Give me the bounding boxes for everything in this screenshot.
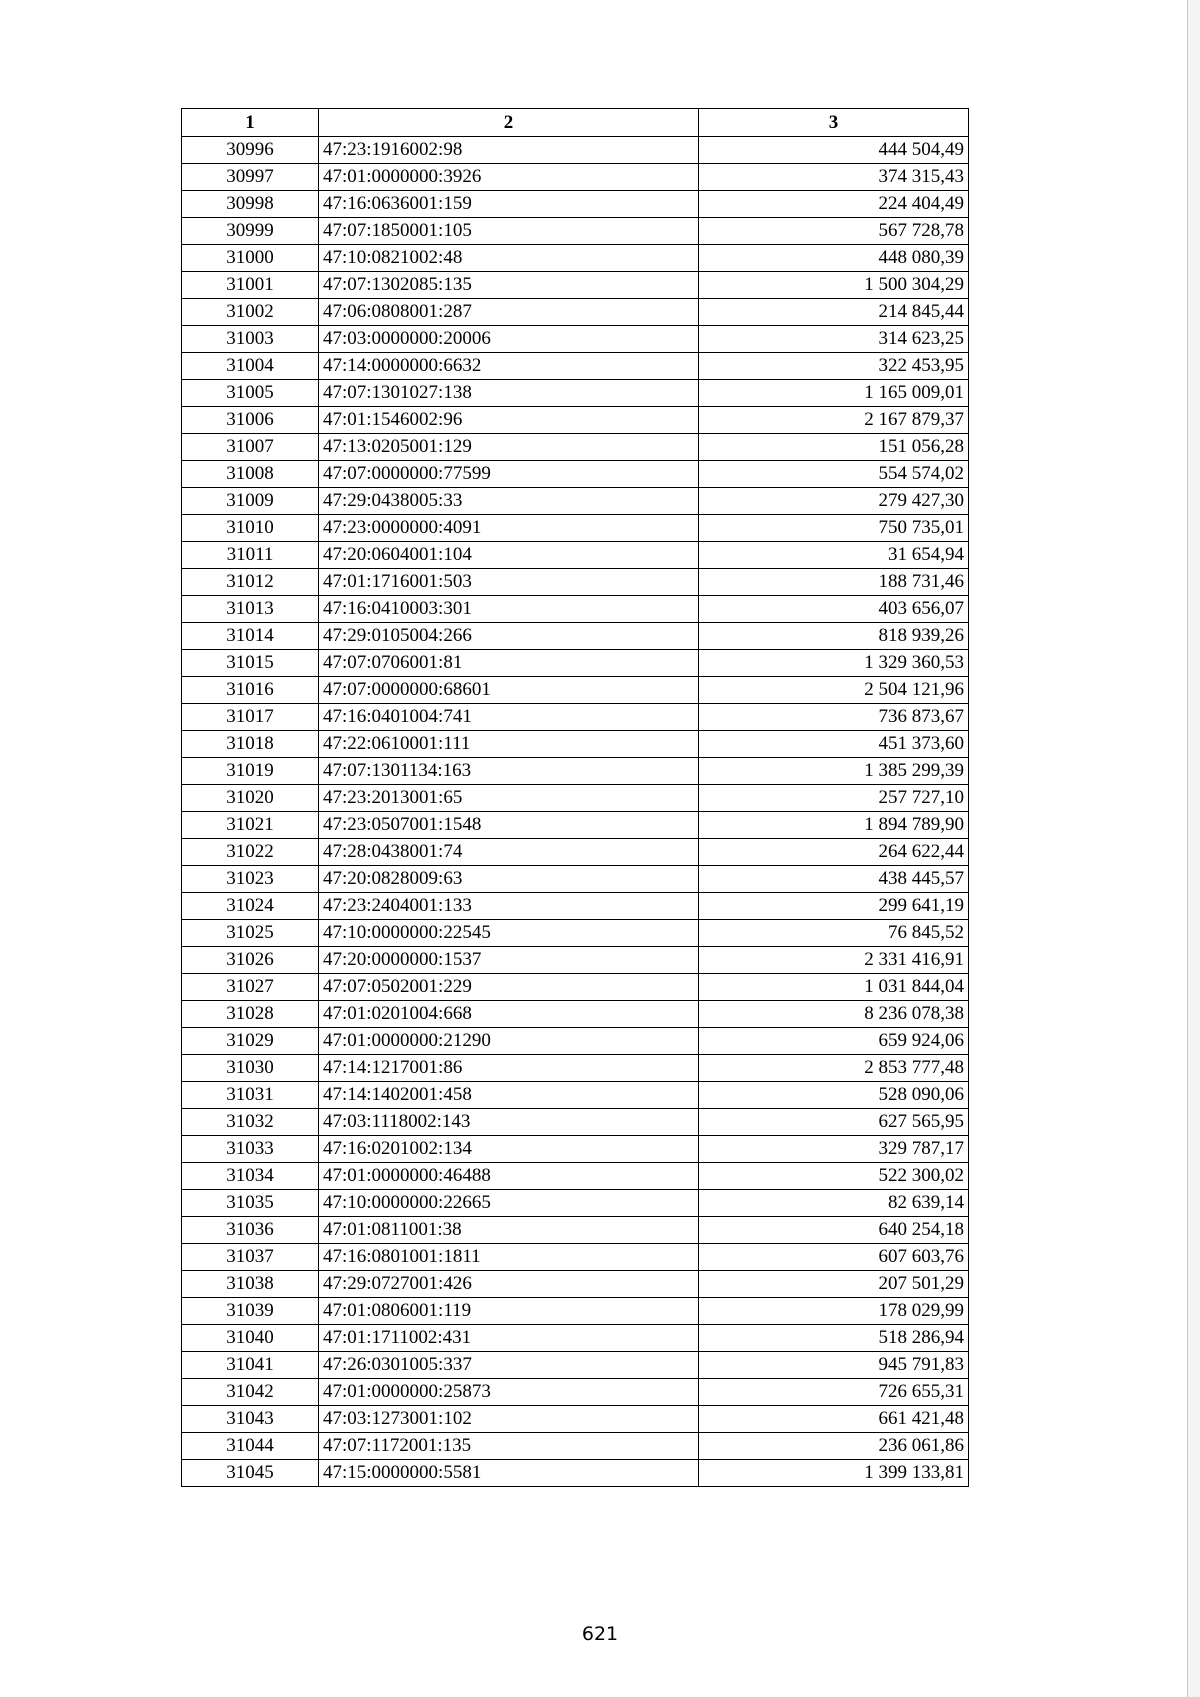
table-row	[182, 623, 969, 650]
row-number-cell: 31034	[182, 1163, 319, 1190]
row-number-cell: 31014	[182, 623, 319, 650]
value-cell: 438 445,57	[699, 866, 969, 893]
cadastral-number-cell: 47:22:0610001:111	[319, 731, 699, 758]
row-number-cell: 31037	[182, 1244, 319, 1271]
value-cell: 151 056,28	[699, 434, 969, 461]
row-number-cell: 31023	[182, 866, 319, 893]
table-row	[182, 245, 969, 272]
row-number-cell: 31033	[182, 1136, 319, 1163]
row-number-cell: 31032	[182, 1109, 319, 1136]
row-number-cell: 31004	[182, 353, 319, 380]
row-number-cell: 30998	[182, 191, 319, 218]
table-row	[182, 785, 969, 812]
value-cell: 236 061,86	[699, 1433, 969, 1460]
table-row	[182, 1460, 969, 1487]
cadastral-number-cell: 47:29:0438005:33	[319, 488, 699, 515]
value-cell: 207 501,29	[699, 1271, 969, 1298]
table-row	[182, 272, 969, 299]
table-row	[182, 1217, 969, 1244]
value-cell: 8 236 078,38	[699, 1001, 969, 1028]
cadastral-number-cell: 47:01:0000000:25873	[319, 1379, 699, 1406]
row-number-cell: 31013	[182, 596, 319, 623]
table-body	[182, 137, 969, 1487]
cadastral-number-cell: 47:07:0502001:229	[319, 974, 699, 1001]
table-row	[182, 704, 969, 731]
table-row	[182, 218, 969, 245]
table-row	[182, 947, 969, 974]
table-row	[182, 758, 969, 785]
value-cell: 1 894 789,90	[699, 812, 969, 839]
value-cell: 2 504 121,96	[699, 677, 969, 704]
cadastral-number-cell: 47:26:0301005:337	[319, 1352, 699, 1379]
cadastral-number-cell: 47:01:1546002:96	[319, 407, 699, 434]
table-row	[182, 812, 969, 839]
value-cell: 607 603,76	[699, 1244, 969, 1271]
value-cell: 2 853 777,48	[699, 1055, 969, 1082]
value-cell: 1 031 844,04	[699, 974, 969, 1001]
row-number-cell: 31025	[182, 920, 319, 947]
cadastral-number-cell: 47:13:0205001:129	[319, 434, 699, 461]
value-cell: 1 500 304,29	[699, 272, 969, 299]
table-row	[182, 569, 969, 596]
value-cell: 659 924,06	[699, 1028, 969, 1055]
row-number-cell: 31035	[182, 1190, 319, 1217]
value-cell: 518 286,94	[699, 1325, 969, 1352]
table-row	[182, 542, 969, 569]
row-number-cell: 31006	[182, 407, 319, 434]
value-cell: 403 656,07	[699, 596, 969, 623]
cadastral-number-cell: 47:29:0105004:266	[319, 623, 699, 650]
table-row	[182, 1271, 969, 1298]
cadastral-number-cell: 47:16:0636001:159	[319, 191, 699, 218]
row-number-cell: 31038	[182, 1271, 319, 1298]
cadastral-number-cell: 47:07:0706001:81	[319, 650, 699, 677]
cadastral-number-cell: 47:07:0000000:68601	[319, 677, 699, 704]
table-row	[182, 839, 969, 866]
row-number-cell: 31018	[182, 731, 319, 758]
cadastral-number-cell: 47:20:0604001:104	[319, 542, 699, 569]
column-header-1: 1	[182, 109, 319, 137]
value-cell: 314 623,25	[699, 326, 969, 353]
row-number-cell: 31042	[182, 1379, 319, 1406]
row-number-cell: 31011	[182, 542, 319, 569]
table-row	[182, 1433, 969, 1460]
table-row	[182, 326, 969, 353]
table-row	[182, 974, 969, 1001]
column-header-3: 3	[699, 109, 969, 137]
value-cell: 279 427,30	[699, 488, 969, 515]
cadastral-number-cell: 47:16:0201002:134	[319, 1136, 699, 1163]
cadastral-number-cell: 47:01:1716001:503	[319, 569, 699, 596]
value-cell: 444 504,49	[699, 137, 969, 164]
value-cell: 736 873,67	[699, 704, 969, 731]
value-cell: 945 791,83	[699, 1352, 969, 1379]
row-number-cell: 31026	[182, 947, 319, 974]
cadastral-number-cell: 47:14:1402001:458	[319, 1082, 699, 1109]
cadastral-number-cell: 47:23:1916002:98	[319, 137, 699, 164]
cadastral-number-cell: 47:10:0000000:22545	[319, 920, 699, 947]
column-header-2: 2	[319, 109, 699, 137]
cadastral-number-cell: 47:15:0000000:5581	[319, 1460, 699, 1487]
value-cell: 448 080,39	[699, 245, 969, 272]
row-number-cell: 31040	[182, 1325, 319, 1352]
cadastral-number-cell: 47:29:0727001:426	[319, 1271, 699, 1298]
row-number-cell: 31041	[182, 1352, 319, 1379]
row-number-cell: 31009	[182, 488, 319, 515]
table-row	[182, 1163, 969, 1190]
cadastral-number-cell: 47:23:0000000:4091	[319, 515, 699, 542]
table-row	[182, 434, 969, 461]
row-number-cell: 31031	[182, 1082, 319, 1109]
value-cell: 76 845,52	[699, 920, 969, 947]
cadastral-number-cell: 47:07:1301027:138	[319, 380, 699, 407]
table-row	[182, 380, 969, 407]
table-header-row	[182, 109, 969, 137]
cadastral-number-cell: 47:03:1118002:143	[319, 1109, 699, 1136]
value-cell: 214 845,44	[699, 299, 969, 326]
value-cell: 1 399 133,81	[699, 1460, 969, 1487]
cadastral-number-cell: 47:16:0401004:741	[319, 704, 699, 731]
table-row	[182, 299, 969, 326]
table-row	[182, 191, 969, 218]
table-row	[182, 650, 969, 677]
row-number-cell: 31044	[182, 1433, 319, 1460]
cadastral-number-cell: 47:20:0828009:63	[319, 866, 699, 893]
table-row	[182, 407, 969, 434]
row-number-cell: 31029	[182, 1028, 319, 1055]
page-edge	[1187, 0, 1200, 1697]
table-row	[182, 1028, 969, 1055]
table-row	[182, 1352, 969, 1379]
value-cell: 2 331 416,91	[699, 947, 969, 974]
cadastral-number-cell: 47:01:0201004:668	[319, 1001, 699, 1028]
row-number-cell: 31010	[182, 515, 319, 542]
cadastral-number-cell: 47:01:0806001:119	[319, 1298, 699, 1325]
value-cell: 257 727,10	[699, 785, 969, 812]
row-number-cell: 31022	[182, 839, 319, 866]
value-cell: 82 639,14	[699, 1190, 969, 1217]
cadastral-number-cell: 47:10:0000000:22665	[319, 1190, 699, 1217]
value-cell: 299 641,19	[699, 893, 969, 920]
row-number-cell: 31039	[182, 1298, 319, 1325]
value-cell: 750 735,01	[699, 515, 969, 542]
cadastral-number-cell: 47:03:0000000:20006	[319, 326, 699, 353]
table-row	[182, 1136, 969, 1163]
cadastral-number-cell: 47:07:0000000:77599	[319, 461, 699, 488]
table-row	[182, 677, 969, 704]
value-cell: 627 565,95	[699, 1109, 969, 1136]
value-cell: 374 315,43	[699, 164, 969, 191]
table-row	[182, 461, 969, 488]
table-row	[182, 731, 969, 758]
value-cell: 2 167 879,37	[699, 407, 969, 434]
table-row	[182, 1190, 969, 1217]
row-number-cell: 31043	[182, 1406, 319, 1433]
cadastral-number-cell: 47:28:0438001:74	[319, 839, 699, 866]
table-row	[182, 1298, 969, 1325]
cadastral-number-cell: 47:01:0811001:38	[319, 1217, 699, 1244]
value-cell: 640 254,18	[699, 1217, 969, 1244]
row-number-cell: 31016	[182, 677, 319, 704]
table-row	[182, 1379, 969, 1406]
row-number-cell: 31036	[182, 1217, 319, 1244]
cadastral-number-cell: 47:07:1302085:135	[319, 272, 699, 299]
cadastral-number-cell: 47:14:0000000:6632	[319, 353, 699, 380]
row-number-cell: 31007	[182, 434, 319, 461]
value-cell: 178 029,99	[699, 1298, 969, 1325]
table-row	[182, 515, 969, 542]
row-number-cell: 30999	[182, 218, 319, 245]
row-number-cell: 31027	[182, 974, 319, 1001]
row-number-cell: 30997	[182, 164, 319, 191]
cadastral-number-cell: 47:23:2013001:65	[319, 785, 699, 812]
row-number-cell: 31001	[182, 272, 319, 299]
row-number-cell: 31012	[182, 569, 319, 596]
cadastral-number-cell: 47:16:0801001:1811	[319, 1244, 699, 1271]
table-row	[182, 164, 969, 191]
value-cell: 661 421,48	[699, 1406, 969, 1433]
cadastral-number-cell: 47:20:0000000:1537	[319, 947, 699, 974]
value-cell: 818 939,26	[699, 623, 969, 650]
value-cell: 322 453,95	[699, 353, 969, 380]
value-cell: 554 574,02	[699, 461, 969, 488]
value-cell: 31 654,94	[699, 542, 969, 569]
row-number-cell: 31008	[182, 461, 319, 488]
table-row	[182, 1109, 969, 1136]
cadastral-number-cell: 47:01:0000000:3926	[319, 164, 699, 191]
row-number-cell: 31000	[182, 245, 319, 272]
table-row	[182, 1055, 969, 1082]
cadastral-number-cell: 47:01:0000000:21290	[319, 1028, 699, 1055]
table-row	[182, 137, 969, 164]
table-row	[182, 1082, 969, 1109]
row-number-cell: 30996	[182, 137, 319, 164]
cadastral-number-cell: 47:01:0000000:46488	[319, 1163, 699, 1190]
row-number-cell: 31028	[182, 1001, 319, 1028]
cadastral-number-cell: 47:23:0507001:1548	[319, 812, 699, 839]
table-row	[182, 1325, 969, 1352]
row-number-cell: 31024	[182, 893, 319, 920]
row-number-cell: 31002	[182, 299, 319, 326]
row-number-cell: 31017	[182, 704, 319, 731]
value-cell: 528 090,06	[699, 1082, 969, 1109]
value-cell: 1 329 360,53	[699, 650, 969, 677]
row-number-cell: 31005	[182, 380, 319, 407]
value-cell: 1 385 299,39	[699, 758, 969, 785]
cadastral-number-cell: 47:16:0410003:301	[319, 596, 699, 623]
table-row	[182, 1001, 969, 1028]
table-row	[182, 893, 969, 920]
row-number-cell: 31003	[182, 326, 319, 353]
table-row	[182, 596, 969, 623]
cadastral-number-cell: 47:01:1711002:431	[319, 1325, 699, 1352]
value-cell: 451 373,60	[699, 731, 969, 758]
row-number-cell: 31045	[182, 1460, 319, 1487]
row-number-cell: 31030	[182, 1055, 319, 1082]
table-row	[182, 920, 969, 947]
page-number: 621	[581, 1623, 619, 1645]
row-number-cell: 31015	[182, 650, 319, 677]
value-cell: 1 165 009,01	[699, 380, 969, 407]
value-cell: 188 731,46	[699, 569, 969, 596]
value-cell: 264 622,44	[699, 839, 969, 866]
row-number-cell: 31019	[182, 758, 319, 785]
cadastral-number-cell: 47:06:0808001:287	[319, 299, 699, 326]
cadastral-number-cell: 47:07:1172001:135	[319, 1433, 699, 1460]
cadastral-number-cell: 47:07:1301134:163	[319, 758, 699, 785]
row-number-cell: 31020	[182, 785, 319, 812]
table-row	[182, 488, 969, 515]
cadastral-number-cell: 47:23:2404001:133	[319, 893, 699, 920]
value-cell: 224 404,49	[699, 191, 969, 218]
row-number-cell: 31021	[182, 812, 319, 839]
table-row	[182, 1244, 969, 1271]
cadastral-number-cell: 47:03:1273001:102	[319, 1406, 699, 1433]
data-table	[181, 108, 969, 1487]
value-cell: 522 300,02	[699, 1163, 969, 1190]
cadastral-number-cell: 47:14:1217001:86	[319, 1055, 699, 1082]
cadastral-number-cell: 47:07:1850001:105	[319, 218, 699, 245]
table-row	[182, 1406, 969, 1433]
value-cell: 567 728,78	[699, 218, 969, 245]
value-cell: 726 655,31	[699, 1379, 969, 1406]
value-cell: 329 787,17	[699, 1136, 969, 1163]
cadastral-number-cell: 47:10:0821002:48	[319, 245, 699, 272]
table-row	[182, 353, 969, 380]
table-row	[182, 866, 969, 893]
